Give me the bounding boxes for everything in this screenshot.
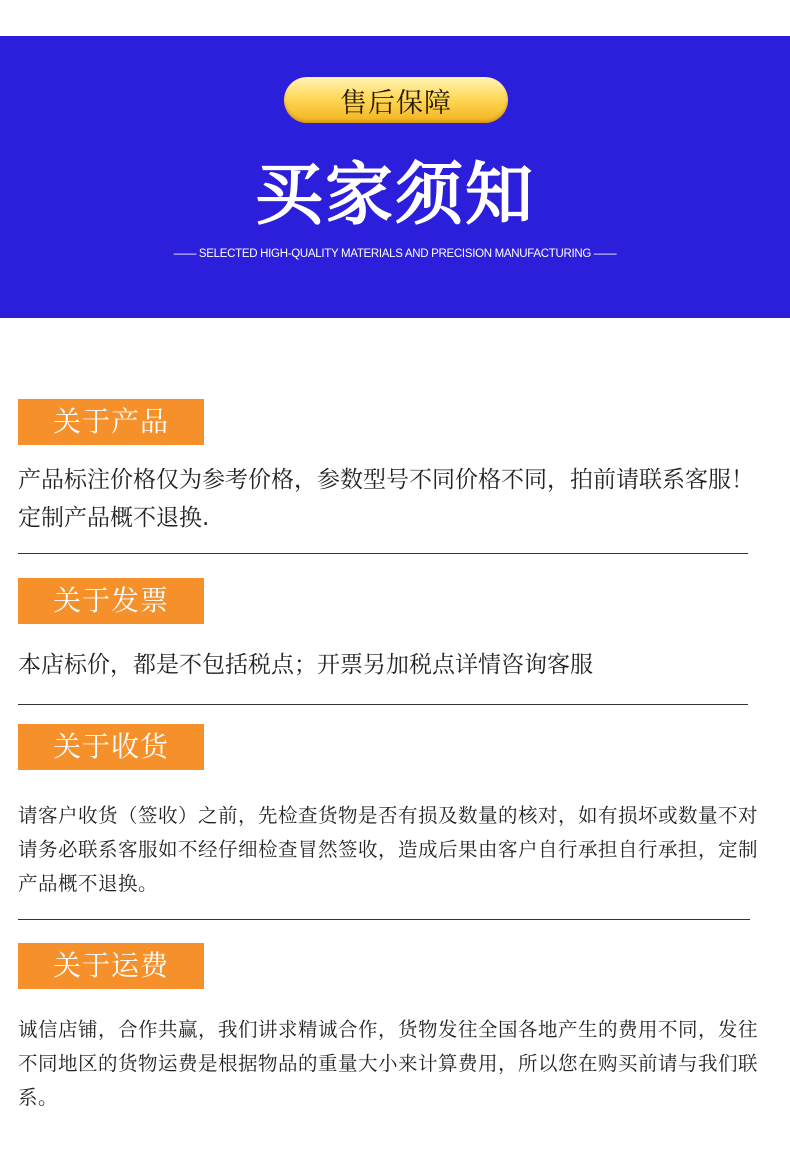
section-body: 诚信店铺，合作共赢，我们讲求精诚合作，货物发往全国各地产生的费用不同，发往不同地区的货物运费是根据物品的重量大小来计算费用，所以您在购买前请与我们联系。 [18,1018,759,1109]
after-sales-pill: 售后保障 [284,77,508,123]
section-heading: 关于收货 [18,724,204,770]
section-body: 本店标价，都是不包括税点；开票另加税点详情咨询客服 [18,652,593,678]
divider [18,704,748,705]
section-heading: 关于运费 [18,943,204,989]
divider [18,919,750,920]
header-banner [0,36,790,318]
section-body: 产品标注价格仅为参考价格，参数型号不同价格不同，拍前请联系客服！定制产品概不退换. [18,467,754,531]
section-heading: 关于产品 [18,399,204,445]
section-body: 请客户收货（签收）之前，先检查货物是否有损及数量的核对，如有损坏或数量不对请务必联系客服如不经仔细检查冒然签收，造成后果由客户自行承担自行承担，定制产品概不退换。 [18,804,759,895]
section-heading: 关于发票 [18,578,204,624]
divider [18,553,748,554]
page-title: 买家须知 [254,156,535,235]
page-subtitle: —— SELECTED HIGH-QUALITY MATERIALS AND PRECISION MANUFACTURING —— [173,248,617,260]
